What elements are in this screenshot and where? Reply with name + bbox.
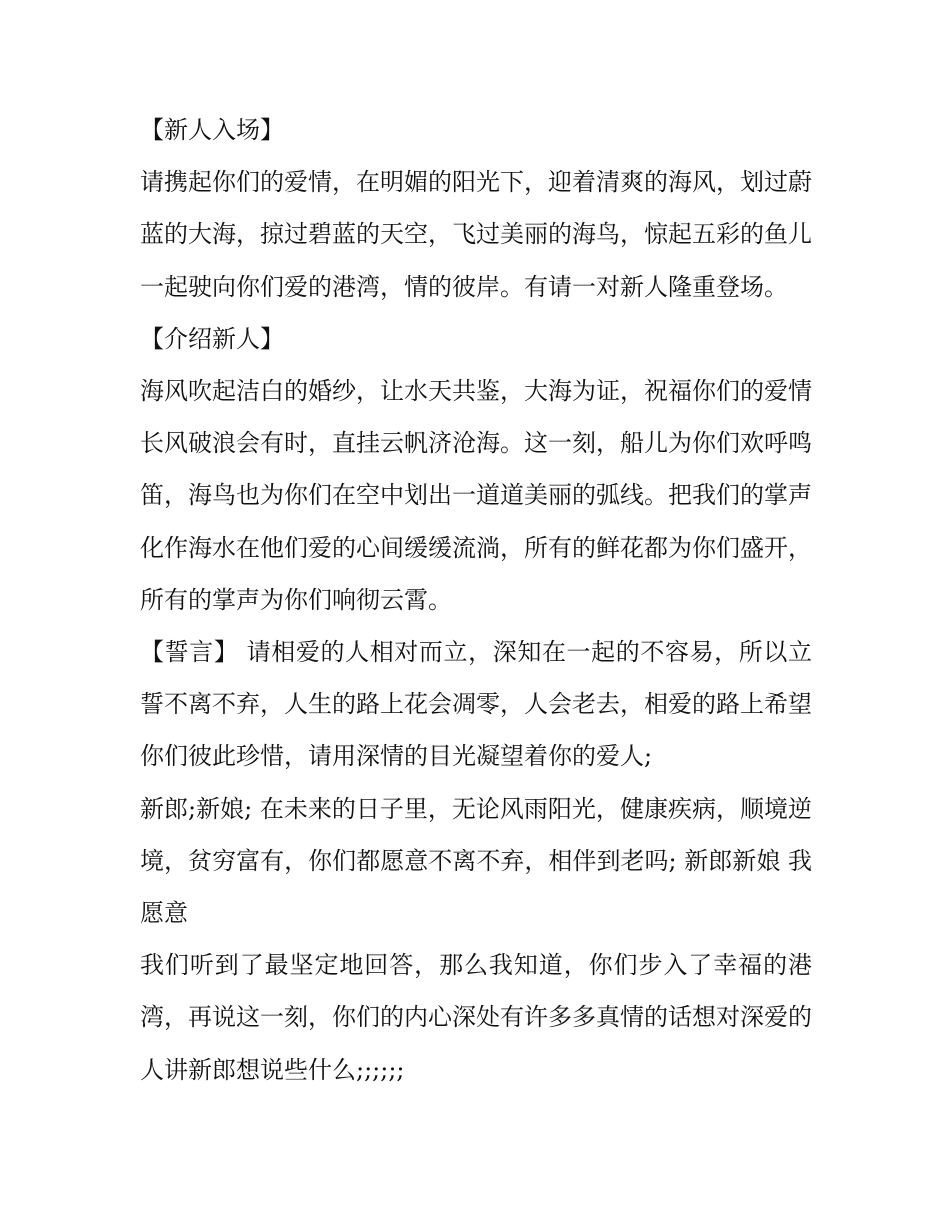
section-paragraph-introduction: 海风吹起洁白的婚纱，让水天共鉴，大海为证，祝福你们的爱情长风破浪会有时，直挂云帆济沧海。这一刻，船儿为你们欢呼鸣笛，海鸟也为你们在空中划出一道道美丽的弧线。把我们的掌声化作海水在他们爱的心间缓缓流淌，所有的鲜花都为你们盛开，所有的掌声为你们响彻云霄。	[140, 377, 812, 614]
vow-question-paragraph: 新郎;新娘; 在未来的日子里，无论风雨阳光，健康疾病，顺境逆境，贫穷富有，你们都愿意不离不弃，相伴到老吗; 新郎新娘 我愿意	[140, 794, 812, 928]
section-paragraph-entrance: 请携起你们的爱情，在明媚的阳光下，迎着清爽的海风，划过蔚蓝的大海，掠过碧蓝的天空，飞过美丽的海鸟，惊起五彩的鱼儿一起驶向你们爱的港湾，情的彼岸。有请一对新人隆重登场。	[140, 168, 812, 301]
section-heading-entrance: 【新人入场】	[140, 116, 284, 144]
section-heading-introduction: 【介绍新人】	[140, 324, 284, 353]
closing-paragraph: 我们听到了最坚定地回答，那么我知道，你们步入了幸福的港湾，再说这一刻，你们的内心深处有许多多真情的话想对深爱的人讲新郎想说些什么;;;;;;	[140, 951, 812, 1084]
vow-paragraph	[140, 626, 812, 783]
section-paragraph-vow: 请相爱的人相对而立，深知在一起的不容易，所以立誓不离不弃，人生的路上花会凋零，人会老去，相爱的路上希望你们彼此珍惜，请用深情的目光凝望着你的爱人;	[140, 638, 813, 771]
document-body	[140, 104, 812, 1096]
section-heading-vow: 【誓言】	[140, 638, 239, 667]
